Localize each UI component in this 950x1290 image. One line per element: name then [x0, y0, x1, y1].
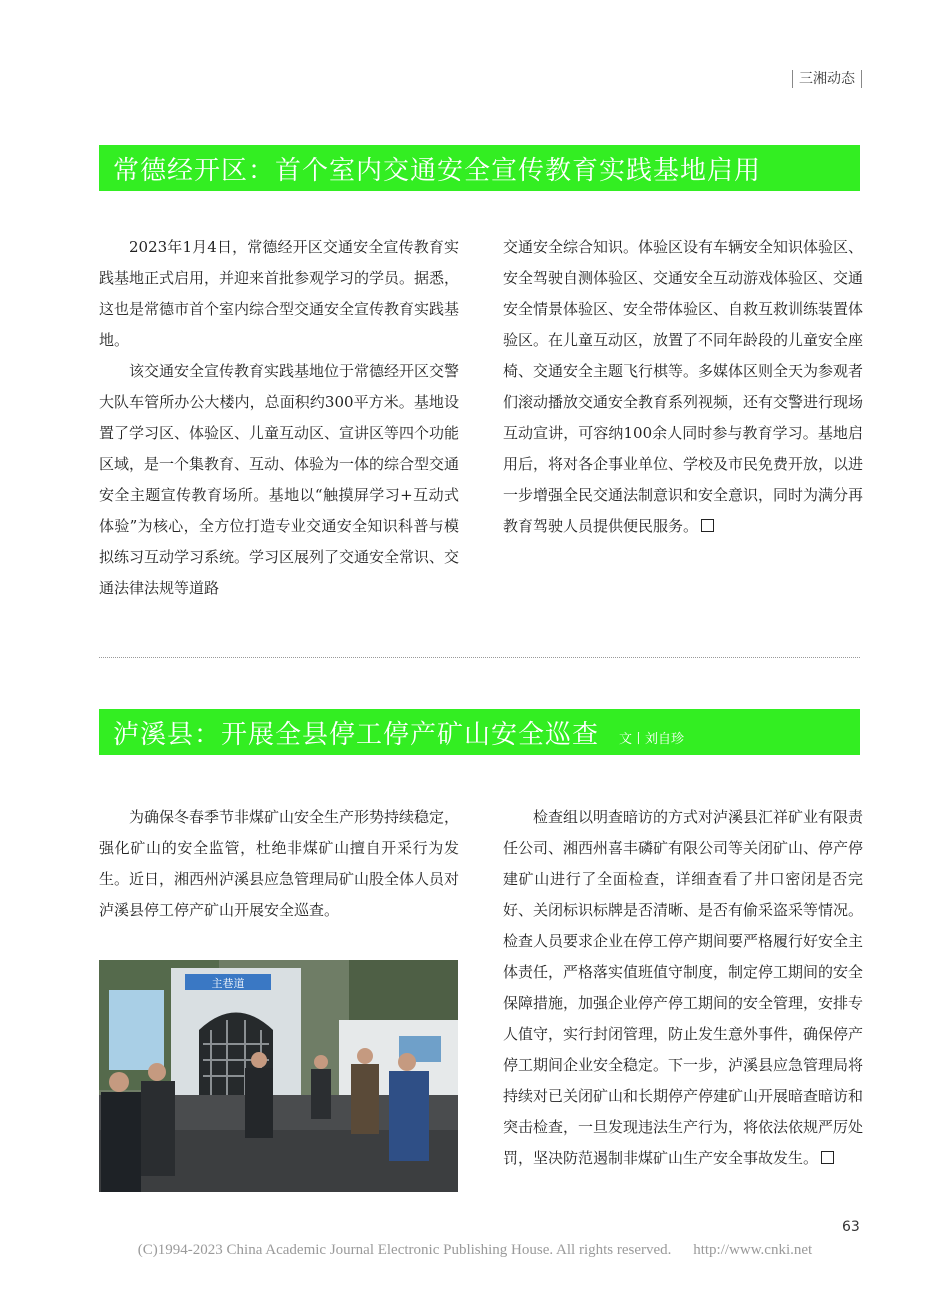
article2-column-right [503, 802, 863, 1174]
article2-byline: 文丨刘自珍 [619, 731, 685, 747]
article1-paragraph-text: 交通安全综合知识。体验区设有车辆安全知识体验区、安全驾驶自测体验区、交通安全互动游戏体验区、交通安全情景体验区、安全带体验区、自救互救训练装置体验区。在儿童互动区，放置了不同年龄段的儿童安全座椅、交通安全主题飞行棋等。多媒体区则全天为参观者们滚动播放交通安全教育系列视频，还有交警进行现场互动宣讲，可容纳100余人同时参与教育学习。基地启用后，将对各企事业单位、学校及市民免费开放，以进一步增强全民交通法制意识和安全意识，同时为满分再教育驾驶人员提供便民服务。 [503, 238, 864, 535]
section-tag: 三湘动态 [792, 70, 862, 88]
article1-paragraph [503, 232, 863, 542]
end-mark-icon [701, 519, 714, 532]
photo-illustration [99, 960, 458, 1192]
end-mark-icon [821, 1151, 834, 1164]
article2-column-left [99, 802, 459, 926]
article1-paragraph: 该交通安全宣传教育实践基地位于常德经开区交警大队车管所办公大楼内，总面积约300平方米。基地设置了学习区、体验区、儿童互动区、宣讲区等四个功能区域，是一个集教育、互动、体验为一体的综合型交通安全主题宣传教育场所。基地以“触摸屏学习+互动式体验”为核心，全方位打造专业交通安全知识科普与模拟练习互动学习系统。学习区展列了交通安全常识、交通法律法规等道路 [99, 362, 460, 597]
article1-paragraph: 2023年1月4日，常德经开区交通安全宣传教育实践基地正式启用，并迎来首批参观学习的学员。据悉，这也是常德市首个室内综合型交通安全宣传教育实践基地。 [99, 238, 460, 349]
section-divider [99, 657, 860, 658]
footer-copyright: (C)1994-2023 China Academic Journal Electronic Publishing House. All rights reserved. [137, 1242, 672, 1258]
article2-paragraph [503, 802, 863, 1174]
mine-inspection-photo [99, 960, 458, 1192]
article1-title: 常德经开区：首个室内交通安全宣传教育实践基地启用 [113, 155, 762, 186]
article2-title-bar [99, 709, 860, 755]
article1-title-bar [99, 145, 860, 191]
footer [0, 1242, 950, 1259]
article1-column-left [99, 232, 459, 604]
article2-title: 泸溪县：开展全县停工停产矿山安全巡查 [113, 719, 600, 750]
article1-column-right [503, 232, 863, 542]
footer-url[interactable]: http://www.cnki.net [693, 1242, 813, 1258]
article2-paragraph-text: 检查组以明查暗访的方式对泸溪县汇祥矿业有限责任公司、湘西州喜丰磷矿有限公司等关闭矿山、停产停建矿山进行了全面检查，详细查看了井口密闭是否完好、关闭标识标牌是否清晰、是否有偷采盗采等情况。检查人员要求企业在停工停产期间要严格履行好安全主体责任，严格落实值班值守制度，制定停工期间的安全保障措施，加强企业停产停工期间的安全管理，安排专人值守，实行封闭管理，防止发生意外事件，确保停产停工期间企业安全稳定。下一步，泸溪县应急管理局将持续对已关闭矿山和长期停产停建矿山开展暗查暗访和突击检查，一旦发现违法生产行为，将依法依规严厉处罚，坚决防范遏制非煤矿山生产安全事故发生。 [503, 808, 864, 1167]
mine-sign-text: 主巷道 [211, 977, 245, 990]
article2-paragraph: 为确保冬春季节非煤矿山安全生产形势持续稳定，强化矿山的安全监管，杜绝非煤矿山擅自开采行为发生。近日，湘西州泸溪县应急管理局矿山股全体人员对泸溪县停工停产矿山开展安全巡查。 [99, 808, 460, 919]
page-number: 63 [842, 1219, 860, 1235]
